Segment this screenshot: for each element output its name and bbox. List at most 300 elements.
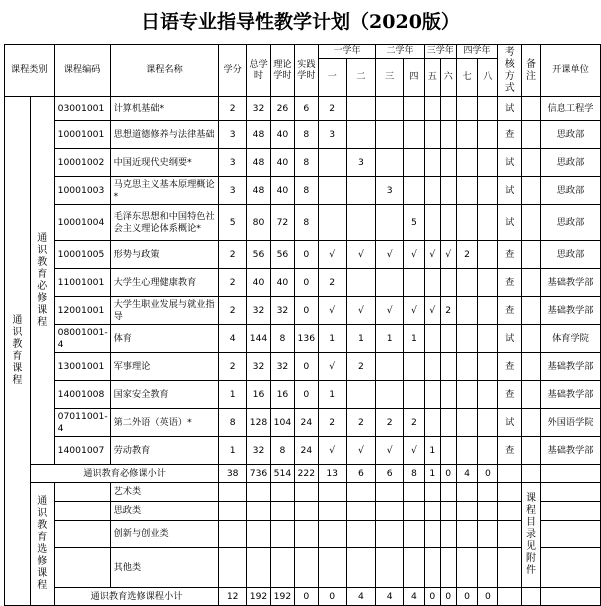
course-code: 10001005: [54, 241, 110, 269]
course-sem4-hours: [403, 121, 424, 149]
course-empty-cell: [440, 521, 456, 548]
course-sem5-hours: √: [424, 241, 440, 269]
course-empty-cell: [247, 483, 271, 502]
course-sem1-hours: √: [318, 297, 346, 325]
course-sem4-hours: [403, 97, 424, 121]
subtotal-label: 通识教育必修课小计: [30, 465, 219, 483]
course-code: 14001007: [54, 437, 110, 465]
course-sem1-hours: [318, 149, 346, 177]
course-sem2-hours: [346, 381, 376, 409]
course-name: 国家安全教育: [110, 381, 219, 409]
course-sem6-hours: [440, 121, 456, 149]
course-empty-cell: [456, 483, 478, 502]
course-sem4-hours: [403, 381, 424, 409]
course-sem1-hours: 2: [318, 409, 346, 437]
course-empty-cell: [294, 521, 318, 548]
course-note: [522, 97, 541, 121]
course-sem5-hours: √: [424, 297, 440, 325]
course-sem4-hours: 1: [403, 325, 424, 353]
subtotal-sem6: 0: [440, 465, 456, 483]
course-total-hours: 48: [247, 149, 271, 177]
course-note: [522, 205, 541, 241]
course-exam-method: 试: [498, 409, 522, 437]
course-sem7-hours: [456, 409, 478, 437]
course-exam-method: [498, 521, 522, 548]
header-note-text: 备注: [526, 58, 537, 82]
course-note: [522, 269, 541, 297]
course-total-hours: 48: [247, 121, 271, 149]
subtotal-sem7: 4: [456, 465, 478, 483]
course-code: [54, 548, 110, 588]
table-row: [5, 241, 601, 269]
course-sem4-hours: √: [403, 241, 424, 269]
header-note: [522, 45, 541, 97]
course-empty-cell: [424, 548, 440, 588]
course-sem8-hours: [478, 241, 498, 269]
course-empty-cell: [346, 502, 376, 521]
course-theory-hours: 72: [270, 205, 294, 241]
course-sem1-hours: [318, 177, 346, 205]
subtotal-exam: [498, 465, 522, 483]
course-empty-cell: [478, 521, 498, 548]
course-practice-hours: 136: [294, 325, 318, 353]
course-unit: 思政部: [541, 241, 601, 269]
course-empty-cell: [219, 521, 247, 548]
course-sem6-hours: [440, 437, 456, 465]
course-sem2-hours: 2: [346, 409, 376, 437]
course-unit: 信息工程学: [541, 97, 601, 121]
course-empty-cell: [403, 483, 424, 502]
course-credits: 3: [219, 149, 247, 177]
category-general-elective: [30, 483, 54, 606]
course-sem1-hours: 3: [318, 121, 346, 149]
course-sem2-hours: √: [346, 297, 376, 325]
course-practice-hours: 8: [294, 121, 318, 149]
course-unit: 基础教学部: [541, 381, 601, 409]
course-sem3-hours: [376, 97, 404, 121]
page-title: 日语专业指导性教学计划（2020版）: [141, 11, 460, 33]
course-empty-cell: [247, 548, 271, 588]
subtotal-theory-hours: 514: [270, 465, 294, 483]
course-sem8-hours: [478, 177, 498, 205]
course-empty-cell: [294, 548, 318, 588]
course-sem1-hours: 1: [318, 325, 346, 353]
course-sem8-hours: [478, 437, 498, 465]
course-empty-cell: [403, 521, 424, 548]
course-total-hours: 40: [247, 269, 271, 297]
header-unit: 开课单位: [541, 45, 601, 97]
header-sem5: 五: [424, 59, 440, 97]
header-sem1: 一: [318, 59, 346, 97]
course-total-hours: 16: [247, 381, 271, 409]
course-unit: 基础教学部: [541, 269, 601, 297]
course-name: 马克思主义基本原理概论*: [110, 177, 219, 205]
course-credits: 1: [219, 381, 247, 409]
course-code: 03001001: [54, 97, 110, 121]
table-row: [5, 483, 601, 502]
course-sem7-hours: [456, 149, 478, 177]
course-sem7-hours: [456, 353, 478, 381]
course-exam-method: 查: [498, 437, 522, 465]
course-empty-cell: [247, 521, 271, 548]
course-sem7-hours: [456, 437, 478, 465]
course-sem2-hours: 1: [346, 325, 376, 353]
course-sem7-hours: [456, 205, 478, 241]
course-practice-hours: 0: [294, 297, 318, 325]
course-credits: 5: [219, 205, 247, 241]
course-unit: 基础教学部: [541, 297, 601, 325]
course-exam-method: 查: [498, 297, 522, 325]
course-sem2-hours: [346, 205, 376, 241]
course-empty-cell: [294, 502, 318, 521]
course-code: [54, 483, 110, 502]
course-sem4-hours: [403, 269, 424, 297]
course-empty-cell: [478, 483, 498, 502]
course-empty-cell: [270, 483, 294, 502]
course-unit: 基础教学部: [541, 353, 601, 381]
course-sem1-hours: √: [318, 437, 346, 465]
course-sem7-hours: [456, 381, 478, 409]
course-sem7-hours: [456, 297, 478, 325]
course-empty-cell: [270, 502, 294, 521]
course-unit: 基础教学部: [541, 437, 601, 465]
course-practice-hours: 24: [294, 409, 318, 437]
course-exam-method: 查: [498, 269, 522, 297]
course-credits: 3: [219, 121, 247, 149]
course-sem2-hours: [346, 97, 376, 121]
course-code: 13001001: [54, 353, 110, 381]
course-code: 12001001: [54, 297, 110, 325]
subtotal-sem6: 0: [440, 588, 456, 606]
course-sem6-hours: [440, 269, 456, 297]
course-empty-cell: [318, 521, 346, 548]
course-credits: 2: [219, 97, 247, 121]
course-sem6-hours: [440, 381, 456, 409]
subtotal-row: [5, 465, 601, 483]
course-empty-cell: [294, 483, 318, 502]
course-credits: 8: [219, 409, 247, 437]
course-empty-cell: [318, 548, 346, 588]
course-sem4-hours: 5: [403, 205, 424, 241]
subtotal-sem5: 1: [424, 465, 440, 483]
course-sem7-hours: [456, 97, 478, 121]
course-total-hours: 32: [247, 297, 271, 325]
course-note: [522, 297, 541, 325]
header-total-hours: 总学时: [247, 45, 271, 97]
table-row: [5, 297, 601, 325]
course-sem5-hours: [424, 269, 440, 297]
course-empty-cell: [456, 502, 478, 521]
course-theory-hours: 104: [270, 409, 294, 437]
table-row: [5, 177, 601, 205]
course-note: [522, 177, 541, 205]
course-sem7-hours: [456, 121, 478, 149]
course-unit: [541, 483, 601, 502]
course-sem8-hours: [478, 381, 498, 409]
subtotal-sem2: 4: [346, 588, 376, 606]
subtotal-sem1: 13: [318, 465, 346, 483]
subtotal-sem4: 4: [403, 588, 424, 606]
course-sem5-hours: [424, 205, 440, 241]
course-name: 中国近现代史纲要*: [110, 149, 219, 177]
course-sem5-hours: [424, 121, 440, 149]
subtotal-exam: [498, 588, 522, 606]
course-unit: 外国语学院: [541, 409, 601, 437]
course-sem4-hours: √: [403, 297, 424, 325]
course-empty-cell: [376, 521, 404, 548]
course-sem2-hours: √: [346, 241, 376, 269]
course-sem1-hours: √: [318, 241, 346, 269]
course-empty-cell: [376, 502, 404, 521]
course-empty-cell: [478, 502, 498, 521]
course-empty-cell: [424, 521, 440, 548]
course-code: 10001004: [54, 205, 110, 241]
course-note: [522, 353, 541, 381]
course-name: 思政类: [110, 502, 219, 521]
course-empty-cell: [247, 502, 271, 521]
course-note: [522, 409, 541, 437]
course-sem6-hours: [440, 149, 456, 177]
course-theory-hours: 26: [270, 97, 294, 121]
course-unit: 思政部: [541, 205, 601, 241]
course-exam-method: 查: [498, 121, 522, 149]
table-row: [5, 409, 601, 437]
course-sem8-hours: [478, 353, 498, 381]
course-code: 14001008: [54, 381, 110, 409]
course-total-hours: 32: [247, 437, 271, 465]
course-code: 10001002: [54, 149, 110, 177]
course-sem3-hours: 3: [376, 177, 404, 205]
course-credits: 3: [219, 177, 247, 205]
course-empty-cell: [403, 502, 424, 521]
header-practice-hours: 实践学时: [294, 45, 318, 97]
course-code: [54, 521, 110, 548]
course-sem5-hours: [424, 353, 440, 381]
course-code: 08001001-4: [54, 325, 110, 353]
course-practice-hours: 0: [294, 381, 318, 409]
subtotal-sem7: 0: [456, 588, 478, 606]
course-name: 体育: [110, 325, 219, 353]
subtotal-note: [522, 588, 541, 606]
header-sem3: 三: [376, 59, 404, 97]
course-empty-cell: [219, 502, 247, 521]
course-empty-cell: [346, 483, 376, 502]
course-empty-cell: [478, 548, 498, 588]
header-credits: 学分: [219, 45, 247, 97]
course-empty-cell: [403, 548, 424, 588]
course-practice-hours: 0: [294, 269, 318, 297]
course-theory-hours: 40: [270, 269, 294, 297]
elective-note: [522, 483, 541, 588]
subtotal-sem8: 0: [478, 588, 498, 606]
course-note: [522, 381, 541, 409]
course-empty-cell: [440, 502, 456, 521]
course-theory-hours: 32: [270, 353, 294, 381]
header-sem6: 六: [440, 59, 456, 97]
course-sem7-hours: 2: [456, 241, 478, 269]
course-exam-method: 查: [498, 353, 522, 381]
course-empty-cell: [219, 548, 247, 588]
header-name: 课程名称: [110, 45, 219, 97]
course-code: 11001001: [54, 269, 110, 297]
course-sem6-hours: [440, 205, 456, 241]
course-sem1-hours: 2: [318, 269, 346, 297]
course-empty-cell: [346, 521, 376, 548]
course-name: 创新与创业类: [110, 521, 219, 548]
course-unit: 体育学院: [541, 325, 601, 353]
course-sem3-hours: [376, 381, 404, 409]
course-credits: 1: [219, 437, 247, 465]
course-total-hours: 80: [247, 205, 271, 241]
category-general-education: [5, 97, 31, 606]
course-sem6-hours: [440, 353, 456, 381]
header-sem7: 七: [456, 59, 478, 97]
header-exam: [498, 45, 522, 97]
header-year3: 三学年: [424, 45, 456, 59]
course-sem5-hours: 1: [424, 437, 440, 465]
course-unit: 思政部: [541, 177, 601, 205]
header-year2: 二学年: [376, 45, 425, 59]
subtotal-sem3: 4: [376, 588, 404, 606]
course-empty-cell: [376, 548, 404, 588]
course-practice-hours: 24: [294, 437, 318, 465]
course-sem2-hours: √: [346, 437, 376, 465]
course-empty-cell: [318, 483, 346, 502]
course-sem6-hours: 2: [440, 297, 456, 325]
course-theory-hours: 16: [270, 381, 294, 409]
table-row: [5, 502, 601, 521]
subtotal-sem2: 6: [346, 465, 376, 483]
course-credits: 2: [219, 297, 247, 325]
course-sem6-hours: √: [440, 241, 456, 269]
course-sem6-hours: [440, 177, 456, 205]
course-empty-cell: [219, 483, 247, 502]
course-sem2-hours: 2: [346, 353, 376, 381]
table-body: [5, 45, 601, 606]
course-sem3-hours: √: [376, 437, 404, 465]
course-sem2-hours: 3: [346, 149, 376, 177]
course-practice-hours: 6: [294, 97, 318, 121]
course-sem6-hours: [440, 409, 456, 437]
course-sem3-hours: √: [376, 297, 404, 325]
course-code: 10001003: [54, 177, 110, 205]
course-empty-cell: [440, 483, 456, 502]
category-general-required-text: 通识教育必修课程: [37, 232, 48, 328]
subtotal-credits: 12: [219, 588, 247, 606]
table-row: [5, 521, 601, 548]
course-credits: 2: [219, 241, 247, 269]
course-practice-hours: 8: [294, 177, 318, 205]
subtotal-theory-hours: 192: [270, 588, 294, 606]
header-sem4: 四: [403, 59, 424, 97]
table-row: [5, 381, 601, 409]
header-exam-text: 考核方式: [504, 46, 515, 94]
subtotal-label: 通识教育选修课程小计: [54, 588, 219, 606]
course-code: 07011001-4: [54, 409, 110, 437]
table-row: [5, 205, 601, 241]
course-sem5-hours: [424, 97, 440, 121]
table-row: [5, 437, 601, 465]
course-sem4-hours: [403, 177, 424, 205]
course-sem3-hours: [376, 353, 404, 381]
course-sem3-hours: [376, 121, 404, 149]
course-sem5-hours: [424, 325, 440, 353]
course-sem1-hours: 1: [318, 381, 346, 409]
course-name: 大学生职业发展与就业指导: [110, 297, 219, 325]
table-row: [5, 325, 601, 353]
course-sem2-hours: [346, 177, 376, 205]
course-name: 其他类: [110, 548, 219, 588]
course-exam-method: 试: [498, 177, 522, 205]
course-sem3-hours: 2: [376, 409, 404, 437]
course-sem6-hours: [440, 97, 456, 121]
course-empty-cell: [346, 548, 376, 588]
category-general-education-text: 通识教育课程: [12, 315, 23, 386]
course-sem3-hours: √: [376, 241, 404, 269]
course-theory-hours: 56: [270, 241, 294, 269]
course-code: 10001001: [54, 121, 110, 149]
elective-note-text: 课程目录见附件: [526, 493, 537, 576]
course-note: [522, 325, 541, 353]
course-empty-cell: [270, 548, 294, 588]
course-note: [522, 149, 541, 177]
course-empty-cell: [318, 502, 346, 521]
course-exam-method: 查: [498, 241, 522, 269]
course-unit: [541, 521, 601, 548]
course-unit: [541, 502, 601, 521]
course-credits: 2: [219, 353, 247, 381]
course-sem8-hours: [478, 409, 498, 437]
course-exam-method: [498, 483, 522, 502]
subtotal-row: [5, 588, 601, 606]
course-exam-method: 试: [498, 97, 522, 121]
course-name: 形势与政策: [110, 241, 219, 269]
course-sem6-hours: [440, 325, 456, 353]
course-practice-hours: 0: [294, 353, 318, 381]
course-sem8-hours: [478, 269, 498, 297]
subtotal-credits: 38: [219, 465, 247, 483]
subtotal-sem5: 0: [424, 588, 440, 606]
course-sem4-hours: √: [403, 437, 424, 465]
category-general-required: [30, 97, 54, 465]
course-total-hours: 48: [247, 177, 271, 205]
course-sem1-hours: 2: [318, 97, 346, 121]
table-row: [5, 97, 601, 121]
course-practice-hours: 0: [294, 241, 318, 269]
course-sem7-hours: [456, 269, 478, 297]
course-unit: 思政部: [541, 149, 601, 177]
subtotal-sem1: 0: [318, 588, 346, 606]
course-note: [522, 241, 541, 269]
course-sem3-hours: [376, 149, 404, 177]
course-theory-hours: 32: [270, 297, 294, 325]
course-name: 劳动教育: [110, 437, 219, 465]
course-exam-method: 试: [498, 205, 522, 241]
table-row: [5, 353, 601, 381]
header-sem8: 八: [478, 59, 498, 97]
course-theory-hours: 8: [270, 325, 294, 353]
course-theory-hours: 40: [270, 177, 294, 205]
course-sem8-hours: [478, 121, 498, 149]
course-credits: 4: [219, 325, 247, 353]
course-exam-method: 查: [498, 381, 522, 409]
course-note: [522, 437, 541, 465]
course-sem3-hours: 1: [376, 325, 404, 353]
course-sem8-hours: [478, 297, 498, 325]
header-sem2: 二: [346, 59, 376, 97]
table-row: [5, 121, 601, 149]
course-sem2-hours: [346, 121, 376, 149]
